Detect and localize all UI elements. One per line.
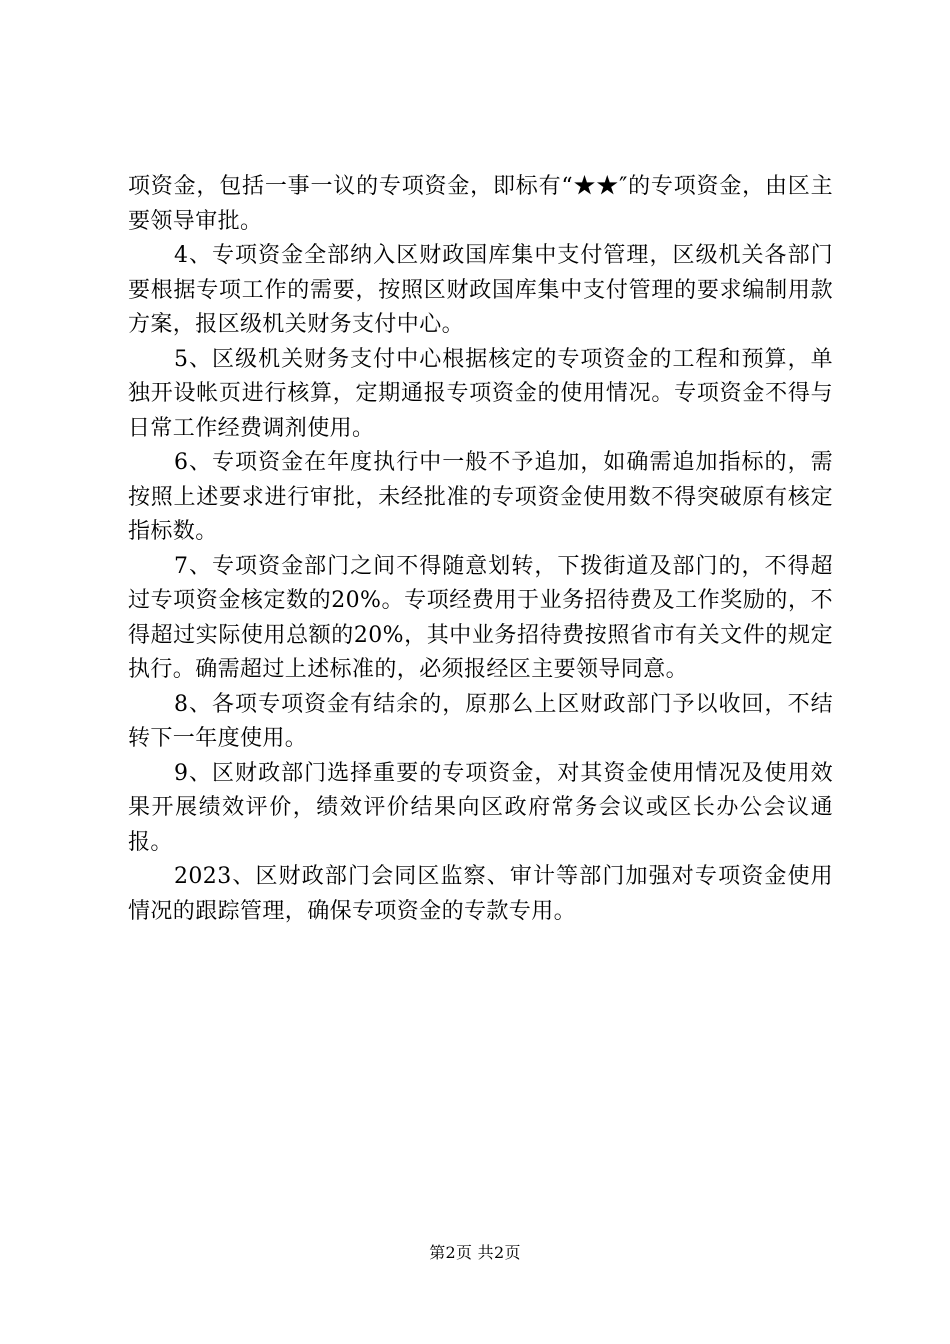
paragraph-item-8: 8、各项专项资金有结余的，原那么上区财政部门予以收回，不结转下一年度使用。 bbox=[128, 691, 833, 751]
paragraph-item-7: 7、专项资金部门之间不得随意划转，下拨街道及部门的，不得超过专项资金核定数的20%。专项经费用于业务招待费及工作奖励的，不得超过实际使用总额的20%，其中业务招待费按照省市有关文件的规定执行。确需超过上述标准的，必须报经区主要领导同意。 bbox=[128, 553, 833, 682]
paragraph-item-5: 5、区级机关财务支付中心根据核定的专项资金的工程和预算，单独开设帐页进行核算，定期通报专项资金的使用情况。专项资金不得与日常工作经费调剂使用。 bbox=[128, 346, 833, 441]
page-number-footer: 第2页 共2页 bbox=[429, 1243, 521, 1262]
document-body bbox=[128, 170, 833, 929]
paragraph-item-10: 2023、区财政部门会同区监察、审计等部门加强对专项资金使用情况的跟踪管理，确保专项资金的专款专用。 bbox=[128, 864, 833, 924]
paragraph-item-4: 4、专项资金全部纳入区财政国库集中支付管理，区级机关各部门要根据专项工作的需要，按照区财政国库集中支付管理的要求编制用款方案，报区级机关财务支付中心。 bbox=[128, 243, 833, 337]
paragraph-continuation: 项资金，包括一事一议的专项资金，即标有“★★″的专项资金，由区主要领导审批。 bbox=[128, 174, 833, 234]
paragraph-item-6: 6、专项资金在年度执行中一般不予追加，如确需追加指标的，需按照上述要求进行审批，未经批准的专项资金使用数不得突破原有核定指标数。 bbox=[128, 450, 833, 544]
paragraph-item-9: 9、区财政部门选择重要的专项资金，对其资金使用情况及使用效果开展绩效评价，绩效评价结果向区政府常务会议或区长办公会议通报。 bbox=[128, 760, 833, 855]
